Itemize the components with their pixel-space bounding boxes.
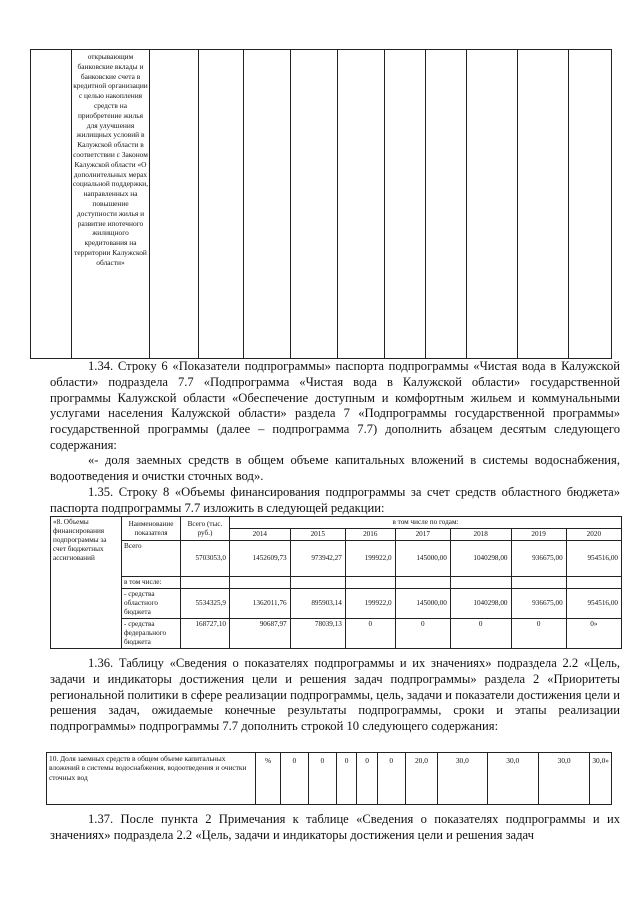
paragraph-quote: «- доля заемных средств в общем объеме капитальных вложений в системы водоснабжения, водоотведения и очистки сточных вод». [50,453,620,483]
row-name: - средства областного бюджета [122,589,181,619]
value-cell: 936675,00 [511,541,566,577]
col-years-header: в том числе по годам: [230,517,622,529]
paragraph-1-34: 1.34. Строку 6 «Показатели подпрограммы» паспорта подпрограммы «Чистая вода в Калужской области» подраздела 7.7 «Подпрограмма «Чистая вода в Калужской области» государственной программы Калужской области «Обеспечение доступным и комфортным жильем и коммунальными услугами населения Калужской области» раздела 7 «Подпрограммы государственной программы» государственной программы (далее – подпрограмма 7.7) дополнить абзацем десятым следующего содержания: [50,359,620,452]
continuation-table [30,49,612,359]
value-cell: 30,0» [590,753,612,805]
value-cell: 1040298,00 [450,589,511,619]
unit-cell: % [256,753,280,805]
col-name-header: Наименование показателя [122,517,181,541]
value-cell: 954516,00 [566,541,621,577]
value-cell: 30,0 [538,753,589,805]
table-row [51,577,622,589]
value-cell: 30,0 [438,753,487,805]
year-cell: 2016 [345,529,395,541]
table-row [51,541,622,577]
value-cell: 20,0 [405,753,437,805]
year-cell: 2014 [230,529,291,541]
value-cell: 1040298,00 [450,541,511,577]
row-total: 5703053,0 [181,541,230,577]
value-cell: 30,0 [487,753,538,805]
value-cell: 0 [357,753,377,805]
row-total: 168727,10 [181,619,230,649]
value-cell: 973942,27 [290,541,345,577]
row-name: в том числе: [122,577,181,589]
row-name: Всего [122,541,181,577]
row-total: 5534325,9 [181,589,230,619]
value-cell: 0 [377,753,405,805]
value-cell: 0» [566,619,621,649]
paragraph-1-36: 1.36. Таблицу «Сведения о показателях подпрограммы и их значениях» подраздела 2.2 «Цель, задачи и индикаторы достижения цели и решения задач подпрограммы» раздела 2 «Приоритеты региональной политики в сфере реализации подпрограммы, цель, задачи и показатели достижения цели и решения задач, ожидаемые конечные результаты подпрограммы, сроки и этапы реализации подпрограммы» подпрограммы 7.7 дополнить строкой 10 следующего содержания: [50,656,620,734]
value-cell: 199922,0 [345,541,395,577]
col-total-header: Всего (тыс. руб.) [181,517,230,541]
table-row [51,589,622,619]
indicator-table [46,752,612,805]
table-header-row [51,517,622,529]
value-cell: 78039,13 [290,619,345,649]
value-cell: 0 [511,619,566,649]
indicator-name-cell: открывающим банковские вклады и банковские счета в кредитной организации с целью накопления средств на приобретение жилья для улучшения жилищных условий в Калужской области в соответствии с Законом Калужской области «О дополнительных мерах социальной поддержки, направленных на повышение доступности жилья и развитие ипотечного жилищного кредитования на территории Калужской области» [72,52,149,267]
year-cell: 2019 [511,529,566,541]
value-cell: 199922,0 [345,589,395,619]
year-cell: 2020 [566,529,621,541]
value-cell: 145000,00 [395,589,450,619]
table-row [51,619,622,649]
value-cell: 1362011,76 [230,589,291,619]
table-row [31,50,612,359]
row-title-cell: «8. Объемы финансирования подпрограммы за счет бюджетных ассигнований [51,517,122,649]
value-cell: 0 [280,753,308,805]
year-cell: 2015 [290,529,345,541]
value-cell: 145000,00 [395,541,450,577]
table-row [47,753,612,805]
value-cell: 1452609,73 [230,541,291,577]
value-cell: 0 [345,619,395,649]
value-cell: 0 [450,619,511,649]
value-cell: 936675,00 [511,589,566,619]
value-cell: 895903,14 [290,589,345,619]
row-name: - средства федерального бюджета [122,619,181,649]
indicator-name: 10. Доля заемных средств в общем объеме капитальных вложений в системы водоснабжения, водоотведения и очистки сточных вод [47,753,256,805]
value-cell: 0 [395,619,450,649]
year-cell: 2018 [450,529,511,541]
value-cell: 90687,97 [230,619,291,649]
paragraph-1-35: 1.35. Строку 8 «Объемы финансирования подпрограммы за счет средств областного бюджета» паспорта подпрограммы 7.7 изложить в следующей редакции: [50,485,620,515]
value-cell: 0 [308,753,336,805]
paragraph-1-37: 1.37. После пункта 2 Примечания к таблице «Сведения о показателях подпрограммы и их значениях» подраздела 2.2 «Цель, задачи и индикаторы достижения цели и решения задач [50,812,620,842]
value-cell: 0 [336,753,356,805]
year-cell: 2017 [395,529,450,541]
value-cell: 954516,00 [566,589,621,619]
finance-table [50,516,622,649]
